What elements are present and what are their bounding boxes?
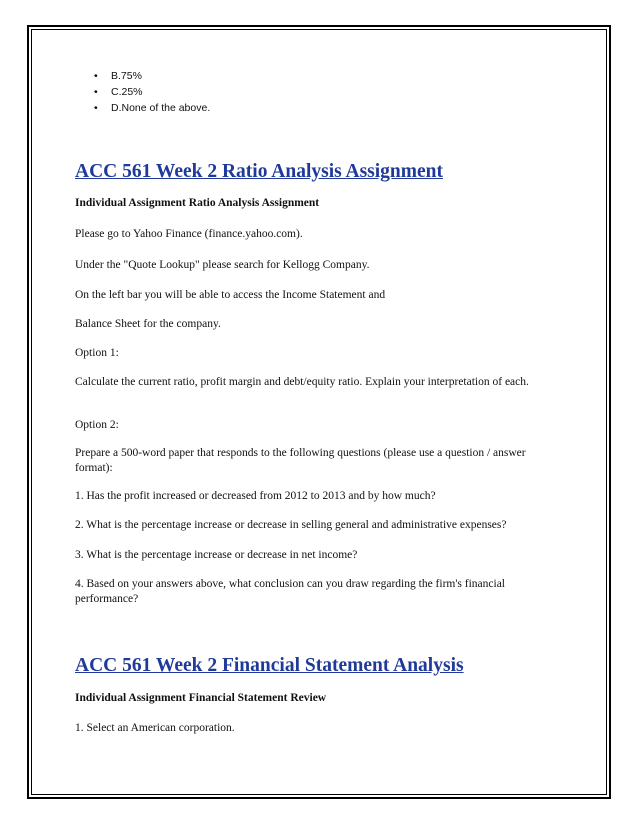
paragraph: Balance Sheet for the company. xyxy=(75,318,221,330)
section1-subheading: Individual Assignment Ratio Analysis Assignment xyxy=(75,197,320,209)
paragraph: Please go to Yahoo Finance (finance.yahoo.com). xyxy=(75,228,303,240)
option-item: • D.None of the above. xyxy=(94,102,211,114)
option-item: • B.75% xyxy=(94,70,142,82)
section2-subheading: Individual Assignment Financial Statement Review xyxy=(75,692,327,704)
bullet-icon: • xyxy=(94,86,98,98)
answer-options xyxy=(75,68,555,116)
paragraph: Calculate the current ratio, profit margin and debt/equity ratio. Explain your interpretation of each. xyxy=(75,376,529,388)
paragraph: Option 1: xyxy=(75,347,119,359)
paragraph: Under the "Quote Lookup" please search for Kellogg Company. xyxy=(75,259,370,271)
paragraph: 4. Based on your answers above, what conclusion can you draw regarding the firm's financial performance? xyxy=(75,578,505,605)
bullet-icon: • xyxy=(94,102,98,114)
paragraph: On the left bar you will be able to access the Income Statement and xyxy=(75,289,386,301)
paragraph: 3. What is the percentage increase or decrease in net income? xyxy=(75,549,358,561)
paragraph: 1. Select an American corporation. xyxy=(75,722,235,734)
section1-heading[interactable]: ACC 561 Week 2 Ratio Analysis Assignment xyxy=(75,161,444,182)
page-border-inner xyxy=(31,29,607,795)
paragraph: 2. What is the percentage increase or decrease in selling general and administrative expenses? xyxy=(75,519,507,531)
option-item: • C.25% xyxy=(94,86,143,98)
bullet-icon: • xyxy=(94,70,98,82)
paragraph: 1. Has the profit increased or decreased from 2012 to 2013 and by how much? xyxy=(75,490,436,502)
paragraph: Option 2: xyxy=(75,419,119,431)
paragraph: Prepare a 500-word paper that responds to the following questions (please use a question / answer format): xyxy=(75,447,526,474)
section2-heading[interactable]: ACC 561 Week 2 Financial Statement Analysis xyxy=(75,655,464,676)
